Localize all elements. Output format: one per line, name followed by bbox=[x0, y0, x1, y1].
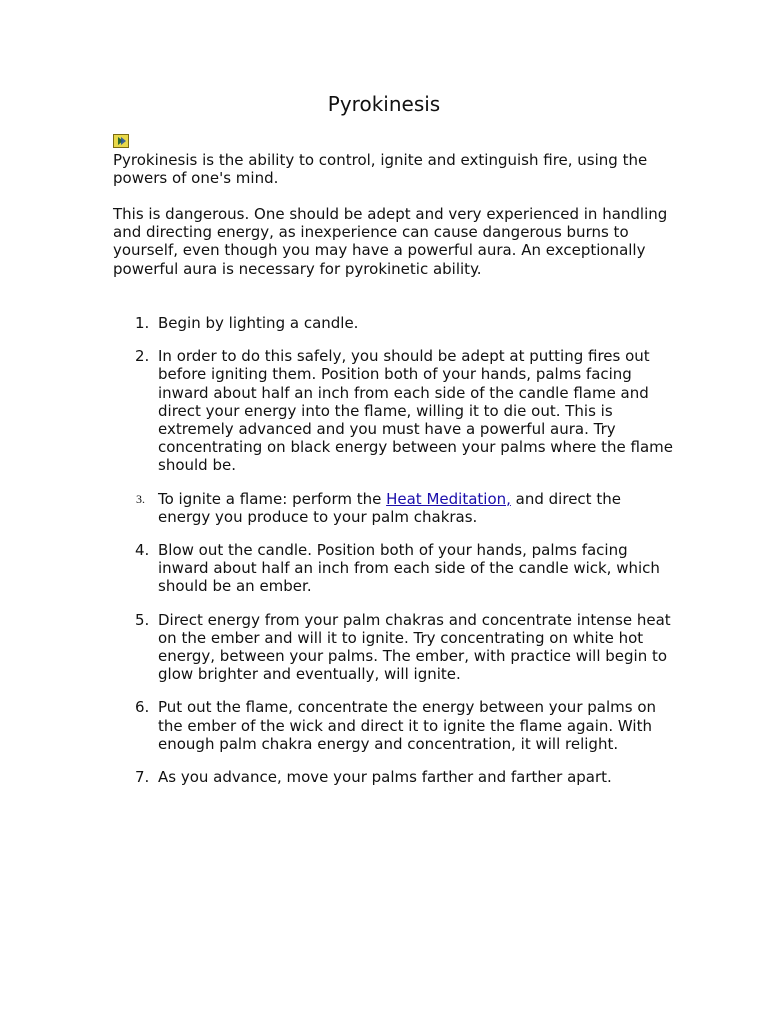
list-item bbox=[113, 541, 673, 596]
step-number: 2. bbox=[135, 347, 150, 366]
page-title: Pyrokinesis bbox=[327, 92, 441, 116]
list-item bbox=[113, 611, 673, 684]
step-text-before: To ignite a flame: perform the bbox=[158, 489, 387, 508]
step-number: 6. bbox=[135, 698, 150, 717]
list-item bbox=[113, 698, 673, 753]
step-text: Direct energy from your palm chakras and concentrate intense heat on the ember and will it to ignite. Try concentrating on white hot energy, between your palms. The ember, with practice will begin to glow brighter and eventually, will ignite. bbox=[158, 610, 671, 684]
step-number: 5. bbox=[135, 610, 150, 629]
intro-paragraph: Pyrokinesis is the ability to control, ignite and extinguish fire, using the powers of one's mind. bbox=[113, 151, 648, 188]
warning-paragraph: This is dangerous. One should be adept and very experienced in handling and directing energy, as inexperience can cause dangerous burns to yourself, even though you may have a powerful aura. An exceptionally powerful aura is necessary for pyrokinetic ability. bbox=[113, 205, 668, 278]
step-number: 4. bbox=[135, 541, 150, 560]
step-text: Begin by lighting a candle. bbox=[158, 314, 359, 332]
step-number: 7. bbox=[135, 768, 150, 787]
step-text-after: and direct the energy you produce to your palm chakras. bbox=[158, 489, 621, 526]
heat-meditation-link[interactable]: Heat Meditation, bbox=[386, 489, 511, 508]
list-item bbox=[113, 347, 673, 474]
next-arrow-icon[interactable] bbox=[113, 134, 129, 148]
list-item bbox=[113, 768, 673, 786]
step-text bbox=[158, 490, 673, 526]
step-text: Blow out the candle. Position both of your hands, palms facing inward about half an inch from each side of the candle wick, which should be an ember. bbox=[158, 541, 660, 596]
list-item bbox=[113, 314, 673, 332]
step-number: 1. bbox=[135, 314, 150, 332]
steps-list bbox=[113, 314, 673, 801]
step-number: 3. bbox=[136, 491, 145, 506]
list-item bbox=[113, 490, 673, 526]
step-text: Put out the flame, concentrate the energy between your palms on the ember of the wick and direct it to ignite the flame again. With enough palm chakra energy and concentration, it will relight. bbox=[158, 698, 657, 753]
step-text: As you advance, move your palms farther and farther apart. bbox=[158, 768, 612, 787]
step-text: In order to do this safely, you should be adept at putting fires out before igniting them. Position both of your hands, palms facing inward about half an inch from each side of the candle flame and direct your energy into the flame, willing it to die out. This is extremely advanced and you must have a powerful aura. Try concentrating on black energy between your palms where the flame should be. bbox=[158, 347, 673, 475]
